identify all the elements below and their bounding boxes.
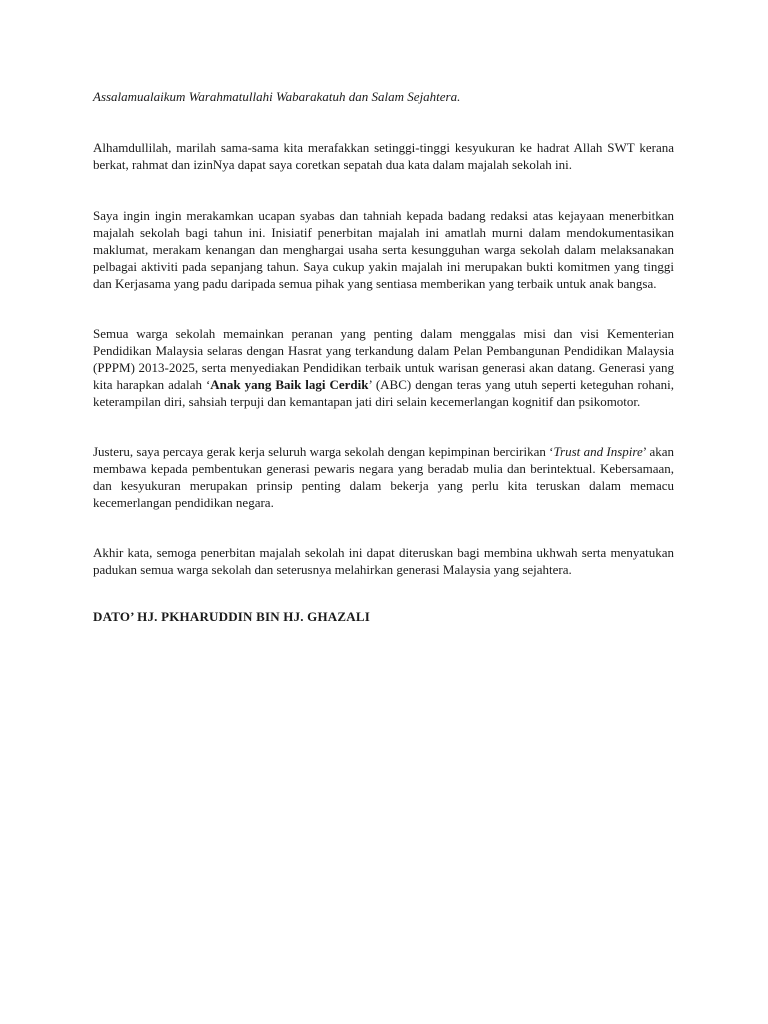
paragraph-mission bbox=[93, 325, 674, 410]
signature-name: DATO’ HJ. PKHARUDDIN BIN HJ. GHAZALI bbox=[93, 609, 370, 624]
paragraph-leadership-text-start: Justeru, saya percaya gerak kerja seluruh warga sekolah dengan kepimpinan bercirikan ‘ bbox=[93, 444, 554, 459]
trust-inspire-emphasis: Trust and Inspire bbox=[553, 444, 643, 459]
paragraph-mission-text-start: Semua warga sekolah memainkan peranan yang penting dalam menggalas misi dan visi Kementerian Pendidikan Malaysia selaras dengan Hasrat yang terkandung dalam Pelan Pembangunan Pendidikan Malaysia (PPPM) 2013-2025, serta menyediakan Pendidikan terbaik untuk warisan generasi akan datang. Generasi yang kita harapkan adalah ‘ bbox=[93, 326, 674, 392]
letter-document bbox=[93, 88, 674, 625]
paragraph-closing: Akhir kata, semoga penerbitan majalah sekolah ini dapat diteruskan bagi membina ukhwah serta menyatukan padukan semua warga sekolah dan seterusnya melahirkan generasi Malaysia yang sejahtera. bbox=[93, 545, 674, 577]
paragraph-opening: Alhamdullilah, marilah sama-sama kita merafakkan setinggi-tinggi kesyukuran ke hadrat Allah SWT kerana berkat, rahmat dan izinNya dapat saya coretkan sepatah dua kata dalam majalah sekolah ini. bbox=[93, 140, 674, 172]
paragraph-congratulations: Saya ingin ingin merakamkan ucapan syabas dan tahniah kepada badang redaksi atas kejayaan menerbitkan majalah sekolah bagi tahun ini. Inisiatif penerbitan majalah ini amatlah murni dalam mendokumentasikan maklumat, merakam kenangan dan menghargai usaha serta kesungguhan warga sekolah dalam melaksanakan pelbagai aktiviti pada sepanjang tahun. Saya cukup yakin majalah ini merupakan bukti komitmen yang tinggi dan Kerjasama yang padu daripada semua pihak yang sentiasa memberikan yang terbaik untuk anak bangsa. bbox=[93, 208, 674, 291]
paragraph-leadership-text-end: ’ akan membawa kepada pembentukan generasi pewaris negara yang beradab mulia dan berintektual. Kebersamaan, dan kesyukuran merupakan prinsip penting dalam bekerja yang perlu kita teruskan dalam memacu kecemerlangan pendidikan negara. bbox=[93, 444, 674, 510]
paragraph-mission-text-end: ’ (ABC) dengan teras yang utuh seperti keteguhan rohani, keterampilan diri, sahsiah terpuji dan kemantapan jati diri selain kecemerlangan kognitif dan psikomotor. bbox=[93, 377, 674, 409]
greeting-line: Assalamualaikum Warahmatullahi Wabarakatuh dan Salam Sejahtera. bbox=[93, 89, 461, 104]
abc-emphasis: Anak yang Baik lagi Cerdik bbox=[210, 377, 369, 392]
paragraph-leadership bbox=[93, 443, 674, 511]
